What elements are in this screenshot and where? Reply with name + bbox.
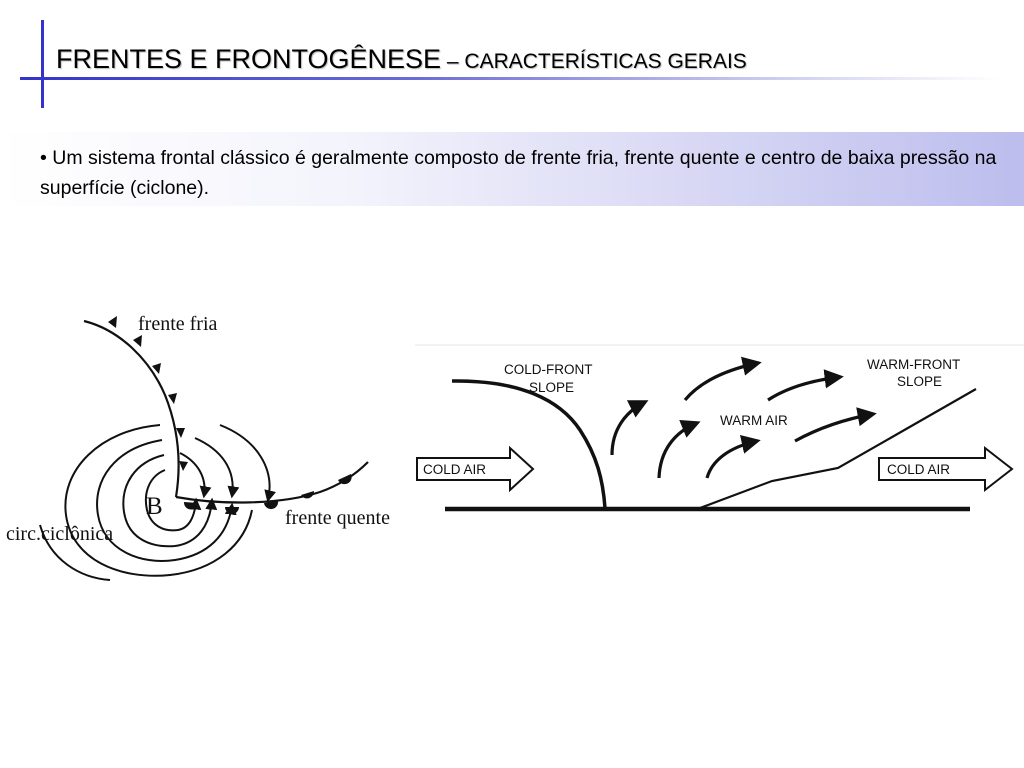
- rising-arrow: [707, 441, 757, 478]
- cold-front-triangle: [108, 316, 117, 328]
- circulation-arc-right-1: [220, 425, 270, 500]
- circulation-arc-right-3: [180, 453, 205, 496]
- slide-title-subtitle: – CARACTERÍSTICAS GERAIS: [441, 50, 747, 73]
- slide-title-main: FRENTES E FRONTOGÊNESE: [56, 44, 442, 74]
- cold-front-slope-label-line1: COLD-FRONT: [504, 362, 593, 377]
- cold-air-left-label: COLD AIR: [423, 462, 487, 477]
- cold-front-slope-line: [452, 381, 605, 508]
- warm-front-semicircle: [225, 507, 239, 514]
- rising-arrow: [612, 402, 645, 455]
- warm-front-slope-label-line1: WARM-FRONT: [867, 357, 961, 372]
- cold-front-triangle: [168, 393, 177, 404]
- rising-arrow: [685, 363, 758, 400]
- low-pressure-center-label: B: [146, 493, 163, 520]
- cold-air-right-label: COLD AIR: [887, 462, 951, 477]
- circulation-arc-right-2: [195, 438, 233, 496]
- rising-arrow: [795, 414, 873, 441]
- warm-front-slope-line: [700, 389, 976, 508]
- warm-front-slope-label-line2: SLOPE: [897, 374, 943, 389]
- frontal-cross-section-diagram: [415, 345, 1024, 509]
- rising-arrow: [768, 377, 840, 400]
- warm-air-label: WARM AIR: [720, 413, 788, 428]
- bullet-marker: •: [40, 147, 47, 169]
- cold-front-label: frente fria: [138, 313, 218, 335]
- bullet-text: Um sistema frontal clássico é geralmente composto de frente fria, frente quente e centro de baixa pressão na superfície (ciclone).: [40, 147, 997, 199]
- cold-front-slope-label-line2: SLOPE: [529, 380, 575, 395]
- cyclonic-circulation-label: circ.ciclônica: [6, 523, 114, 545]
- rising-arrow: [659, 423, 697, 478]
- cold-front-triangle: [179, 461, 188, 471]
- cold-front-triangle: [133, 335, 142, 347]
- surface-map-diagram: [6, 313, 390, 580]
- warm-front-label: frente quente: [285, 507, 390, 529]
